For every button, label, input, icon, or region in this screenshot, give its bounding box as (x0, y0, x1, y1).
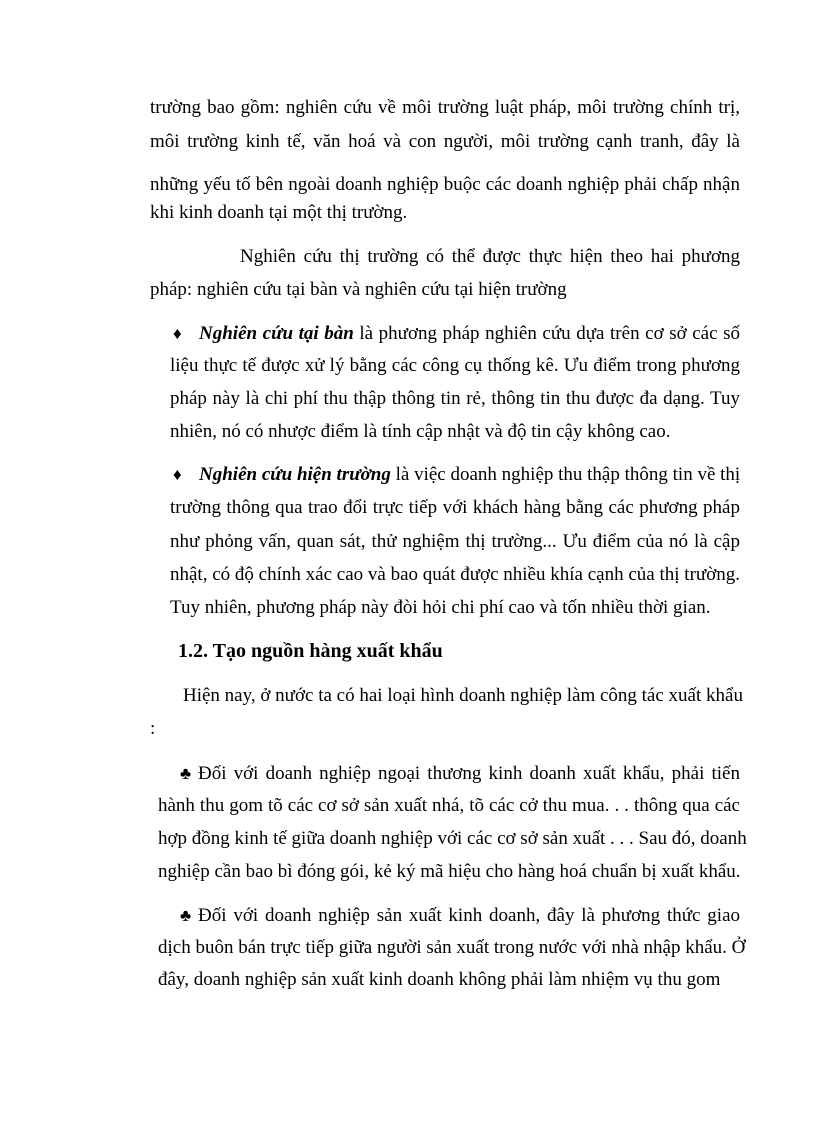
club2-line-2: dịch buôn bán trực tiếp giữa người sản xuất trong nước với nhà nhập khẩu. Ở (158, 937, 746, 958)
club1-line-4: nghiệp cần bao bì đóng gói, kẻ ký mã hiệu cho hàng hoá chuẩn bị xuất khẩu. (158, 861, 741, 882)
diamond-bullet-icon: ♦ (173, 324, 182, 343)
bullet2-line-3: như phỏng vấn, quan sát, thử nghiệm thị trường... Ưu điểm của nó là cập (170, 531, 740, 552)
paragraph3-line-1: Hiện nay, ở nước ta có hai loại hình doanh nghiệp làm công tác xuất khẩu (183, 685, 743, 706)
bullet1-line-2: liệu thực tế được xử lý bằng các công cụ thống kê. Ưu điểm trong phương (170, 355, 740, 376)
bullet2-line-5: Tuy nhiên, phương pháp này đòi hỏi chi phí cao và tốn nhiều thời gian. (170, 597, 711, 618)
diamond-bullet-icon: ♦ (173, 465, 182, 484)
club-bullet-icon: ♣ (180, 906, 192, 925)
paragraph1-line-2: môi trường kinh tế, văn hoá và con người, môi trường cạnh tranh, đây là (150, 131, 740, 152)
bullet1-line-3: pháp này là chi phí thu thập thông tin rẻ, thông tin thu được đa dạng. Tuy (170, 388, 740, 409)
paragraph1-line-3: những yếu tố bên ngoài doanh nghiệp buộc các doanh nghiệp phải chấp nhận (150, 174, 740, 195)
bullet2-line-1 (199, 463, 740, 487)
bullet2-first-rest: là việc doanh nghiệp thu thập thông tin về thị (390, 464, 741, 485)
bullet2-line-2: trường thông qua trao đổi trực tiếp với khách hàng bằng các phương pháp (170, 497, 740, 518)
club1-line-1: Đối với doanh nghiệp ngoại thương kinh doanh xuất khẩu, phải tiến (198, 763, 740, 784)
club-bullet-icon: ♣ (180, 764, 192, 783)
paragraph3-line-2: : (150, 718, 156, 739)
club2-line-3: đây, doanh nghiệp sản xuất kinh doanh không phải làm nhiệm vụ thu gom (158, 969, 721, 990)
bullet2-term: Nghiên cứu hiện trường (199, 464, 391, 485)
bullet2-line-4: nhật, có độ chính xác cao và bao quát được nhiều khía cạnh của thị trường. (170, 564, 740, 585)
bullet1-first-rest: là phương pháp nghiên cứu dựa trên cơ sở các số (353, 323, 740, 344)
paragraph1-line-1: trường bao gồm: nghiên cứu về môi trường luật pháp, môi trường chính trị, (150, 97, 740, 118)
club1-line-2: hành thu gom tõ các cơ sở sản xuất nhá, tõ các cở thu mua. . . thông qua các (158, 795, 740, 816)
section-heading: 1.2. Tạo nguồn hàng xuất khẩu (178, 640, 443, 662)
bullet1-line-1 (199, 322, 740, 346)
bullet1-term: Nghiên cứu tại bàn (199, 323, 354, 344)
club1-line-3: hợp đồng kinh tế giữa doanh nghiệp với các cơ sở sản xuất . . . Sau đó, doanh (158, 828, 747, 849)
paragraph2-line-2: pháp: nghiên cứu tại bàn và nghiên cứu tại hiện trường (150, 279, 567, 300)
bullet1-line-4: nhiên, nó có nhược điểm là tính cập nhật và độ tin cậy không cao. (170, 421, 671, 442)
paragraph2-line-1: Nghiên cứu thị trường có thể được thực hiện theo hai phương (240, 246, 740, 267)
paragraph1-line-4: khi kinh doanh tại một thị trường. (150, 202, 408, 223)
club2-line-1: Đối với doanh nghiệp sản xuất kinh doanh, đây là phương thức giao (198, 905, 740, 926)
